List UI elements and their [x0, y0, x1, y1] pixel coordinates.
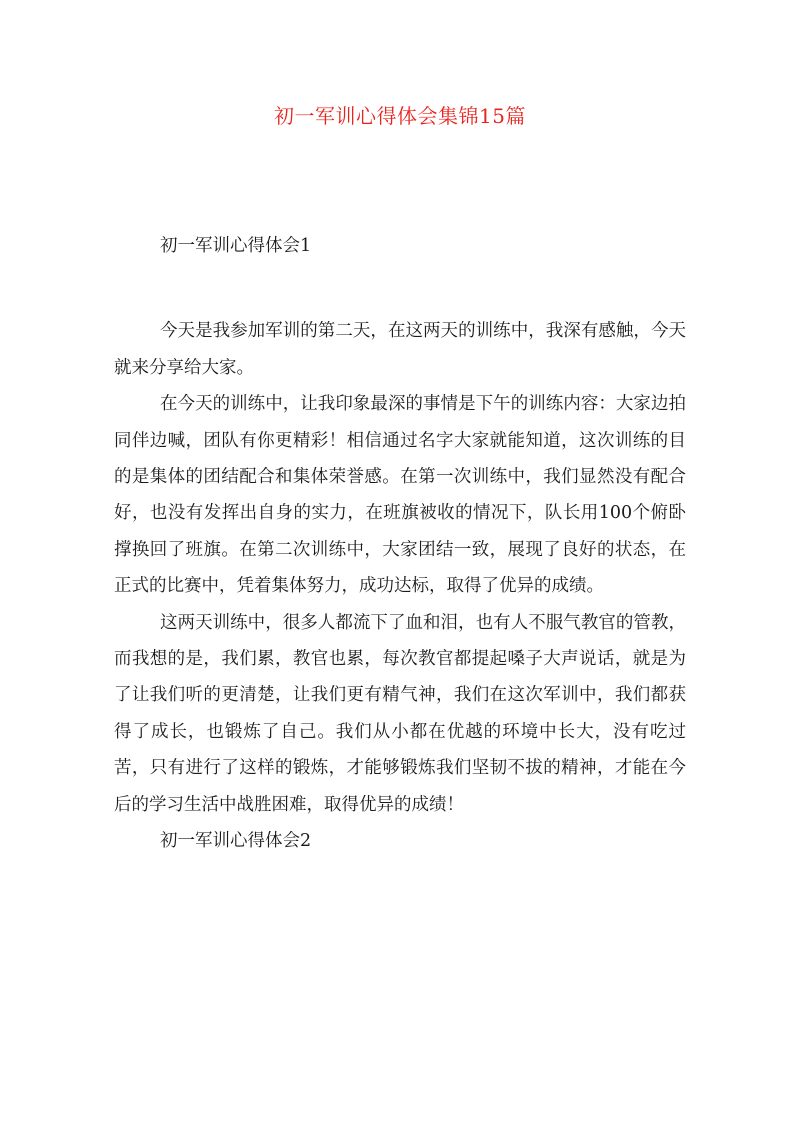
- section-heading-2: 初一军训心得体会2: [160, 831, 312, 852]
- spacer: [114, 264, 686, 313]
- section-heading-1: 初一军训心得体会1: [160, 236, 312, 256]
- document-body: [114, 228, 686, 860]
- document-title: 初一军训心得体会集锦15篇: [274, 104, 526, 128]
- paragraph-2: 在今天的训练中，让我印象最深的事情是下午的训练内容：大家边拍同伴边喊，团队有你更精彩！相信通过名字大家就能知道，这次训练的目的是集体的团结配合和集体荣誉感。在第一次训练中，我们显然没有配合好，也没有发挥出自身的实力，在班旗被收的情况下，队长用100个俯卧撑换回了班旗。在第二次训练中，大家团结一致，展现了良好的状态，在正式的比赛中，凭着集体努力，成功达标，取得了优异的成绩。: [114, 394, 686, 597]
- paragraph-1: 今天是我参加军训的第二天，在这两天的训练中，我深有感触，今天就来分享给大家。: [114, 321, 686, 378]
- paragraph-3: 这两天训练中，很多人都流下了血和泪，也有人不服气教官的管教，而我想的是，我们累，教官也累，每次教官都提起嗓子大声说话，就是为了让我们听的更清楚，让我们更有精气神，我们在这次军训中，我们都获得了成长，也锻炼了自己。我们从小都在优越的环境中长大，没有吃过苦，只有进行了这样的锻炼，才能够锻炼我们坚韧不拔的精神，才能在今后的学习生活中战胜困难，取得优异的成绩！: [114, 612, 686, 815]
